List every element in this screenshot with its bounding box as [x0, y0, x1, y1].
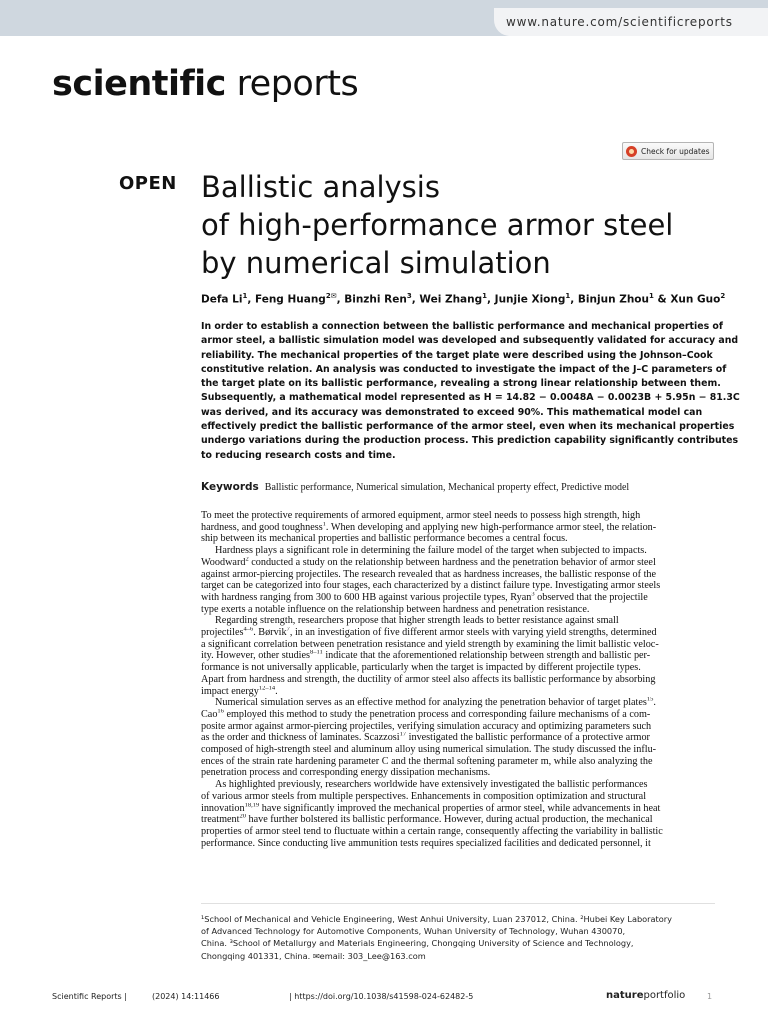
body-text-run: Cao [201, 708, 218, 720]
body-text-run: Apart from hardness and strength, the ductility of armor steel also affects its ballistic performance by absorbing [201, 673, 656, 685]
citation-ref: 4–6 [243, 627, 254, 633]
body-line [201, 615, 715, 627]
author-separator: , [411, 293, 420, 306]
author-name: Binzhi Ren [344, 293, 407, 306]
keywords-list: Ballistic performance, Numerical simulation, Mechanical property effect, Predictive model [264, 482, 630, 493]
author-affiliation-mark: 1 [482, 292, 487, 300]
abstract-line: constitutive relation. An analysis was conducted to investigate the impact of the J–C parameters of [201, 363, 727, 375]
page-number: 1 [707, 992, 713, 1001]
body-line [201, 732, 715, 744]
author-affiliation-mark: 1 [242, 292, 248, 300]
title-line: by numerical simulation [201, 246, 551, 280]
body-text-run: . [653, 697, 656, 709]
abstract-line: the target plate on its ballistic performance, revealing a strong linear relationship between them. [201, 378, 721, 390]
body-text-run: innovation [201, 802, 245, 814]
citation-ref: 17 [399, 732, 407, 738]
body-line [201, 662, 715, 674]
body-line [201, 533, 715, 545]
footer-volume: (2024) 14:11466 [152, 992, 220, 1001]
body-text-run: properties of armor steel tend to fluctuate within a certain range, consequently affecting the variability in ballistic [201, 825, 663, 837]
body-line [201, 791, 715, 803]
body-text-run: hardness, and good toughness [201, 521, 323, 533]
body-line [201, 674, 715, 686]
body-line [201, 604, 715, 616]
affiliation-line: of Advanced Technology for Automotive Components, Wuhan University of Technology, Wuhan 430070, [201, 926, 626, 937]
abstract-line: reliability. The mechanical properties of the target plate were described using the Johnson–Cook [201, 349, 713, 361]
body-text-run: against armor-piercing projectiles. The research revealed that as hardness increases, the ballistic response of the [201, 568, 657, 580]
crossmark-icon [626, 146, 637, 157]
nature-portfolio-logo: natureportfolio [606, 990, 686, 1001]
body-line [201, 697, 715, 709]
check-for-updates-label: Check for updates [641, 146, 710, 156]
author-name: Wei Zhang [419, 293, 483, 306]
citation-ref: 7 [286, 627, 290, 633]
author-separator: , [487, 293, 495, 306]
abstract-line: armor steel, a ballistic simulation model was developed and subsequently validated for accuracy and [201, 335, 739, 347]
author-separator: & [653, 293, 671, 306]
author-separator: , [336, 293, 345, 306]
author-name: Feng Huang [254, 293, 326, 306]
open-access-label: OPEN [119, 173, 177, 194]
body-line [201, 569, 715, 581]
body-text-run: have further bolstered its ballistic performance. However, during actual production, the mechanical [245, 814, 653, 826]
body-text-run: Regarding strength, researchers propose that higher strength leads to better resistance against small [215, 615, 619, 627]
body-text [201, 510, 715, 849]
keywords [201, 481, 715, 493]
body-text-run: To meet the protective requirements of armored equipment, armor steel needs to possess high strength, high [201, 510, 641, 521]
author-separator: , [570, 293, 578, 306]
body-text-run: ity. However, other studies [201, 650, 310, 662]
body-text-run: with hardness ranging from 300 to 600 HB against various projectile types, Ryan [201, 591, 532, 603]
body-line [201, 721, 715, 733]
keywords-heading: Keywords [201, 481, 259, 493]
body-line [201, 756, 715, 768]
body-line [201, 650, 715, 662]
author-affiliation-mark: 2 [720, 292, 726, 300]
author-list [201, 292, 726, 306]
body-text-run: treatment [201, 814, 240, 826]
abstract [201, 320, 740, 463]
body-text-run: employed this method to study the penetration process and corresponding failure mechanisms of a com- [223, 708, 651, 720]
body-text-run: target can be categorized into four stages, each characterized by a distinct failure type. Investigating armor steels [201, 580, 661, 592]
body-text-run: observed that the projectile [534, 591, 648, 603]
body-line [201, 779, 715, 791]
abstract-line: undergo variations during the production process. This prediction capability significantly contributes [201, 435, 739, 447]
footer-journal: Scientific Reports | [52, 992, 127, 1001]
body-text-run: projectiles [201, 627, 244, 639]
body-text-run: posite armor against armor-piercing projectiles, verifying simulation accuracy and optimizing parameters such [201, 720, 652, 732]
author-name: Defa Li [201, 293, 243, 306]
logo-light-text: reports [225, 64, 359, 104]
abstract-line: was derived, and its accuracy was demonstrated to exceed 90%. This mathematical model can [201, 406, 703, 418]
citation-ref: 20 [239, 814, 246, 820]
body-text-run: formance is not universally applicable, particularly when the target is impacted by different projectile types. [201, 662, 641, 674]
author-affiliation-mark: 1 [565, 292, 571, 300]
body-text-run: . When developing and applying new high-performance armor steel, the relation- [325, 521, 657, 533]
body-text-run: have significantly improved the mechanical properties of armor steel, while advancements in heat [259, 802, 661, 814]
citation-ref: 18,19 [244, 802, 260, 809]
body-line [201, 522, 715, 534]
abstract-line: Subsequently, a mathematical model represented as H = 14.82 − 0.0048A − 0.0023B + 5.95n − 81.3C [201, 392, 740, 404]
body-text-run: Hardness plays a significant role in determining the failure model of the target when subjected to impacts. [215, 545, 647, 557]
body-line [201, 767, 715, 779]
body-text-run: impact energy [201, 685, 259, 697]
citation-ref: 12–14 [258, 685, 276, 692]
body-text-run: ship between its mechanical properties and ballistic performance becomes a central focus. [201, 533, 568, 545]
logo-bold-text: scientific [52, 64, 226, 104]
body-line [201, 709, 715, 721]
citation-ref: 16 [217, 708, 224, 715]
body-text-run: investigated the ballistic performance of a protective armor [406, 732, 650, 744]
citation-ref: 2 [245, 556, 249, 563]
body-line [201, 580, 715, 592]
title-line: of high-performance armor steel [201, 208, 674, 242]
abstract-line: In order to establish a connection between the ballistic performance and mechanical properties of [201, 321, 723, 332]
citation-ref: 8–11 [310, 650, 323, 657]
affiliation-line: China. ³School of Metallurgy and Materials Engineering, Chongqing University of Science and Technology, [201, 938, 634, 949]
body-line [201, 744, 715, 756]
body-line [201, 557, 715, 569]
body-line [201, 814, 715, 826]
body-text-run: . Børvik [253, 627, 287, 639]
body-line [201, 838, 715, 850]
body-line [201, 639, 715, 651]
body-line [201, 826, 715, 838]
author-separator: , [247, 293, 255, 306]
body-line [201, 803, 715, 815]
journal-url[interactable]: www.nature.com/scientificreports [494, 8, 768, 36]
divider [201, 903, 715, 904]
body-text-run: As highlighted previously, researchers worldwide have extensively investigated the ballistic performances [215, 779, 648, 791]
author-name: Xun Guo [670, 293, 721, 306]
body-line [201, 686, 715, 698]
affiliation-line: ¹School of Mechanical and Vehicle Engineering, West Anhui University, Luan 237012, China. ²Hubei Key Laboratory [201, 914, 672, 924]
citation-ref: 3 [531, 591, 535, 598]
author-name: Binjun Zhou [577, 293, 649, 306]
body-text-run: indicate that the aforementioned relationship between strength and ballistic per- [322, 650, 651, 662]
title-line: Ballistic analysis [201, 170, 440, 204]
body-text-run: composed of high-strength steel and aluminum alloy using numerical simulation. The study discussed the influ- [201, 744, 657, 756]
author-affiliation-mark: 2✉ [325, 292, 337, 300]
body-text-run: as the order and thickness of laminates. Scazzosi [201, 732, 400, 744]
abstract-line: effectively predict the ballistic performance of the armor steel, even when its mechanical properties [201, 421, 735, 433]
affiliations [201, 913, 715, 962]
body-text-run: a significant correlation between penetration resistance and yield strength by examining the limit ballistic veloc- [201, 638, 659, 650]
body-text-run: . [275, 685, 278, 697]
body-text-run: Woodward [201, 556, 246, 568]
journal-logo[interactable] [52, 64, 358, 104]
body-text-run: type exerts a notable influence on the relationship between hardness and penetration resistance. [201, 603, 590, 615]
author-affiliation-mark: 3 [406, 292, 412, 300]
citation-ref: 15 [646, 697, 654, 703]
body-line [201, 592, 715, 604]
check-for-updates-button[interactable] [622, 142, 714, 160]
affiliation-line: Chongqing 401331, China. ✉email: 303_Lee@163.com [201, 950, 426, 961]
author-name: Junjie Xiong [494, 293, 566, 306]
citation-ref: 1 [322, 521, 326, 528]
body-text-run: penetration process and corresponding energy dissipation mechanisms. [201, 767, 491, 779]
body-line [201, 545, 715, 557]
body-text-run: , in an investigation of five different armor steels with varying yield strengths, determined [289, 627, 657, 639]
body-line [201, 510, 715, 522]
body-text-run: of various armor steels from multiple perspectives. Enhancements in composition optimization and structural [201, 790, 647, 802]
body-text-run: conducted a study on the relationship between hardness and the penetration behavior of armor steel [248, 556, 656, 568]
author-affiliation-mark: 1 [648, 292, 654, 300]
body-line [201, 627, 715, 639]
footer-doi-link[interactable]: | https://doi.org/10.1038/s41598-024-62482-5 [289, 992, 474, 1001]
body-text-run: Numerical simulation serves as an effective method for analyzing the penetration behavior of target plates [215, 697, 647, 709]
abstract-line: to reducing research costs and time. [201, 449, 396, 461]
body-text-run: ences of the strain rate hardening parameter C and the thermal softening parameter m, while also analyzing the [201, 755, 653, 767]
body-text-run: performance. Since conducting live ammunition tests requires specialized facilities and dedicated personnel, it [201, 837, 651, 849]
article-title [201, 168, 721, 282]
